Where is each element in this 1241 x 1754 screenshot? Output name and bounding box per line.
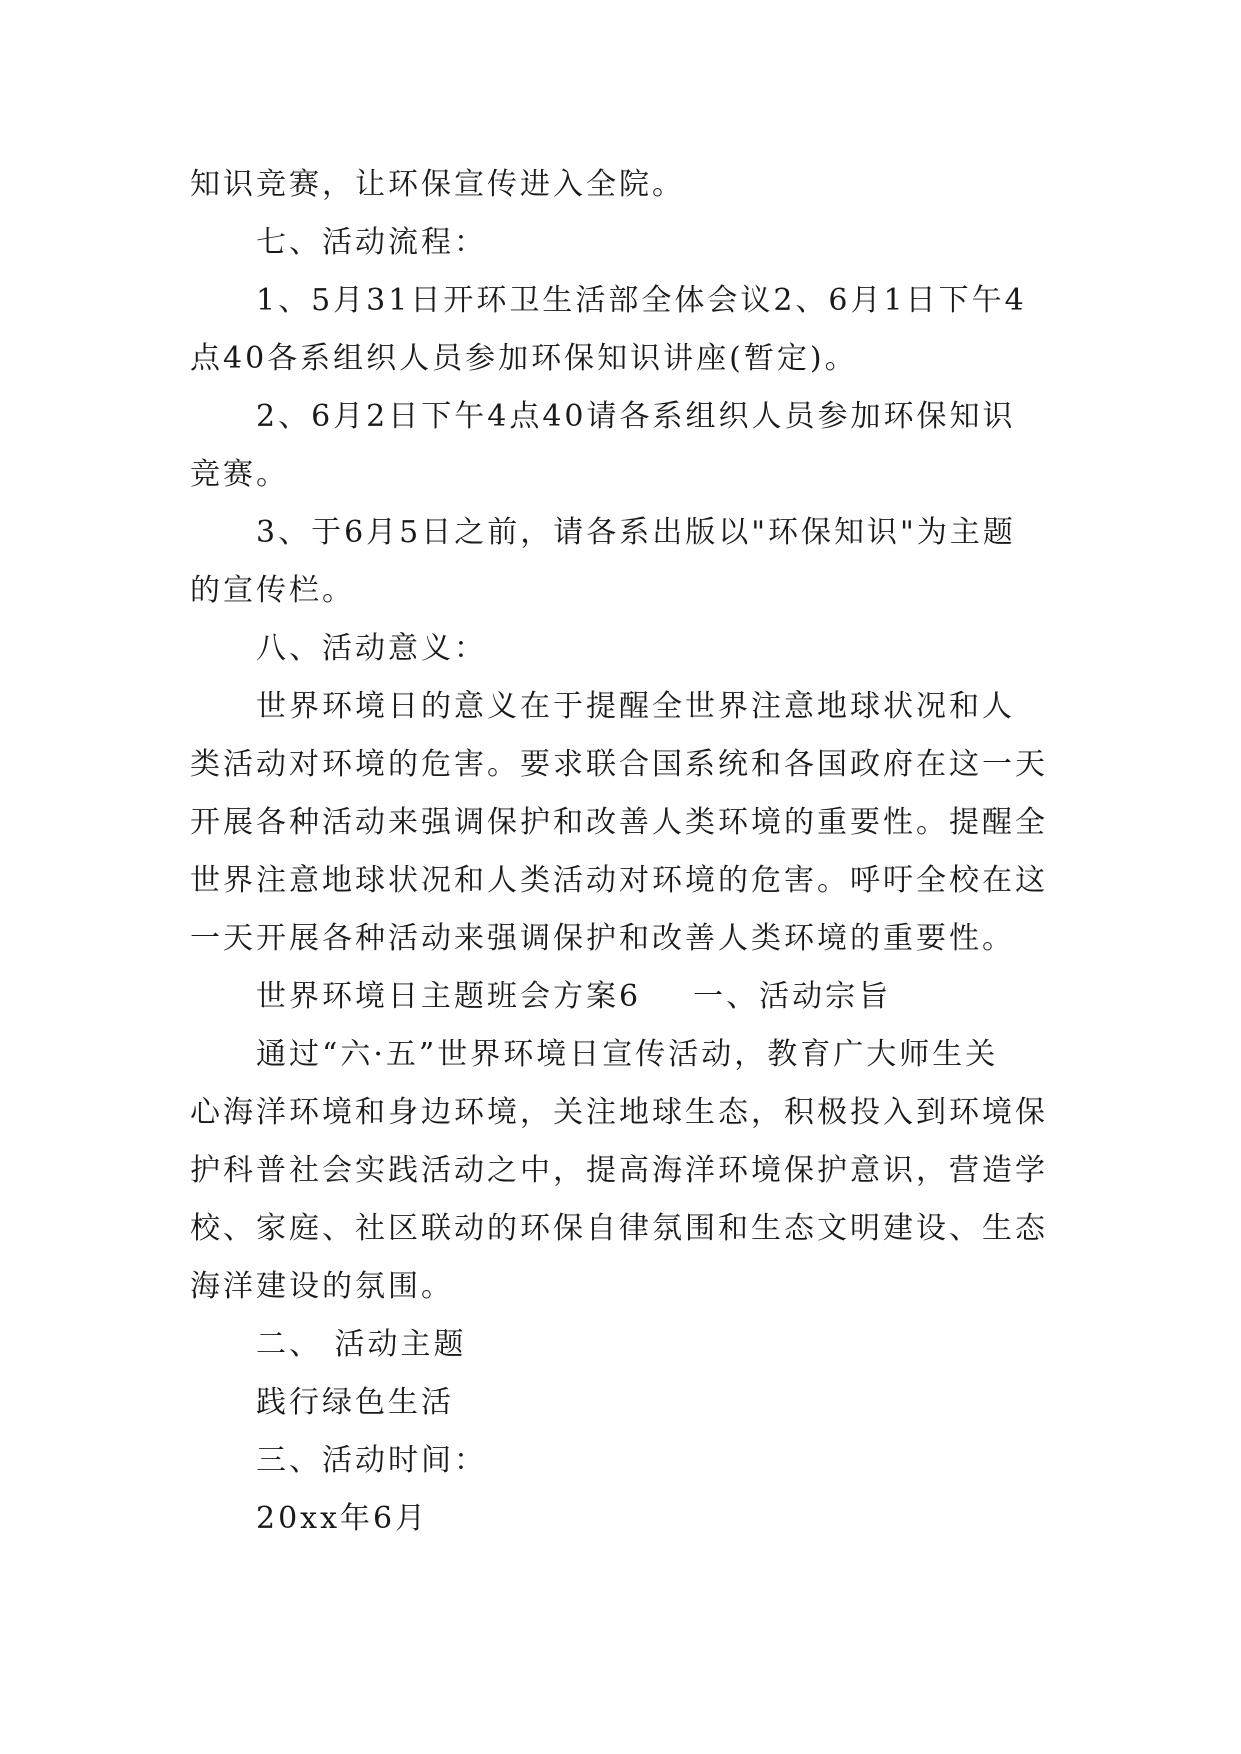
text-line: 一天开展各种活动来强调保护和改善人类环境的重要性。 — [190, 921, 1015, 956]
spacer — [641, 977, 693, 1017]
text-line: 校、家庭、社区联动的环保自律氛围和生态文明建设、生态 — [190, 1211, 1048, 1246]
text-line: 20xx年6月 — [256, 1501, 429, 1536]
text-line: 3、于6月5日之前，请各系出版以"环保知识"为主题 — [256, 515, 1016, 550]
section-heading: 八、活动意义： — [256, 631, 487, 666]
text-line: 践行绿色生活 — [256, 1385, 454, 1420]
section-heading: 二、 活动主题 — [256, 1327, 467, 1362]
text-line: 世界环境日的意义在于提醒全世界注意地球状况和人 — [256, 689, 1015, 724]
text-line: 点40各系组织人员参加环保知识讲座(暂定)。 — [190, 341, 858, 376]
section-heading: 七、活动流程： — [256, 225, 487, 260]
plan-title: 世界环境日主题班会方案6 — [256, 979, 642, 1014]
section-heading: 三、活动时间： — [256, 1443, 487, 1478]
text-line: 2、6月2日下午4点40请各系组织人员参加环保知识 — [256, 399, 1016, 434]
text-line: 竞赛。 — [190, 457, 289, 492]
text-line: 1、5月31日开环卫生活部全体会议2、6月1日下午4 — [256, 283, 1027, 318]
text-line: 心海洋环境和身边环境，关注地球生态，积极投入到环境保 — [190, 1095, 1048, 1130]
text-line: 知识竞赛，让环保宣传进入全院。 — [190, 167, 685, 202]
text-line: 的宣传栏。 — [190, 573, 355, 608]
plan-heading — [256, 977, 891, 1017]
text-line: 通过“六·五”世界环境日宣传活动，教育广大师生关 — [256, 1037, 999, 1072]
text-line: 海洋建设的氛围。 — [190, 1269, 454, 1304]
text-line: 类活动对环境的危害。要求联合国系统和各国政府在这一天 — [190, 747, 1048, 782]
text-line: 开展各种活动来强调保护和改善人类环境的重要性。提醒全 — [190, 805, 1048, 840]
text-line: 护科普社会实践活动之中，提高海洋环境保护意识，营造学 — [190, 1153, 1048, 1188]
text-line: 世界注意地球状况和人类活动对环境的危害。呼吁全校在这 — [190, 863, 1048, 898]
section-heading: 一、活动宗旨 — [693, 979, 892, 1014]
